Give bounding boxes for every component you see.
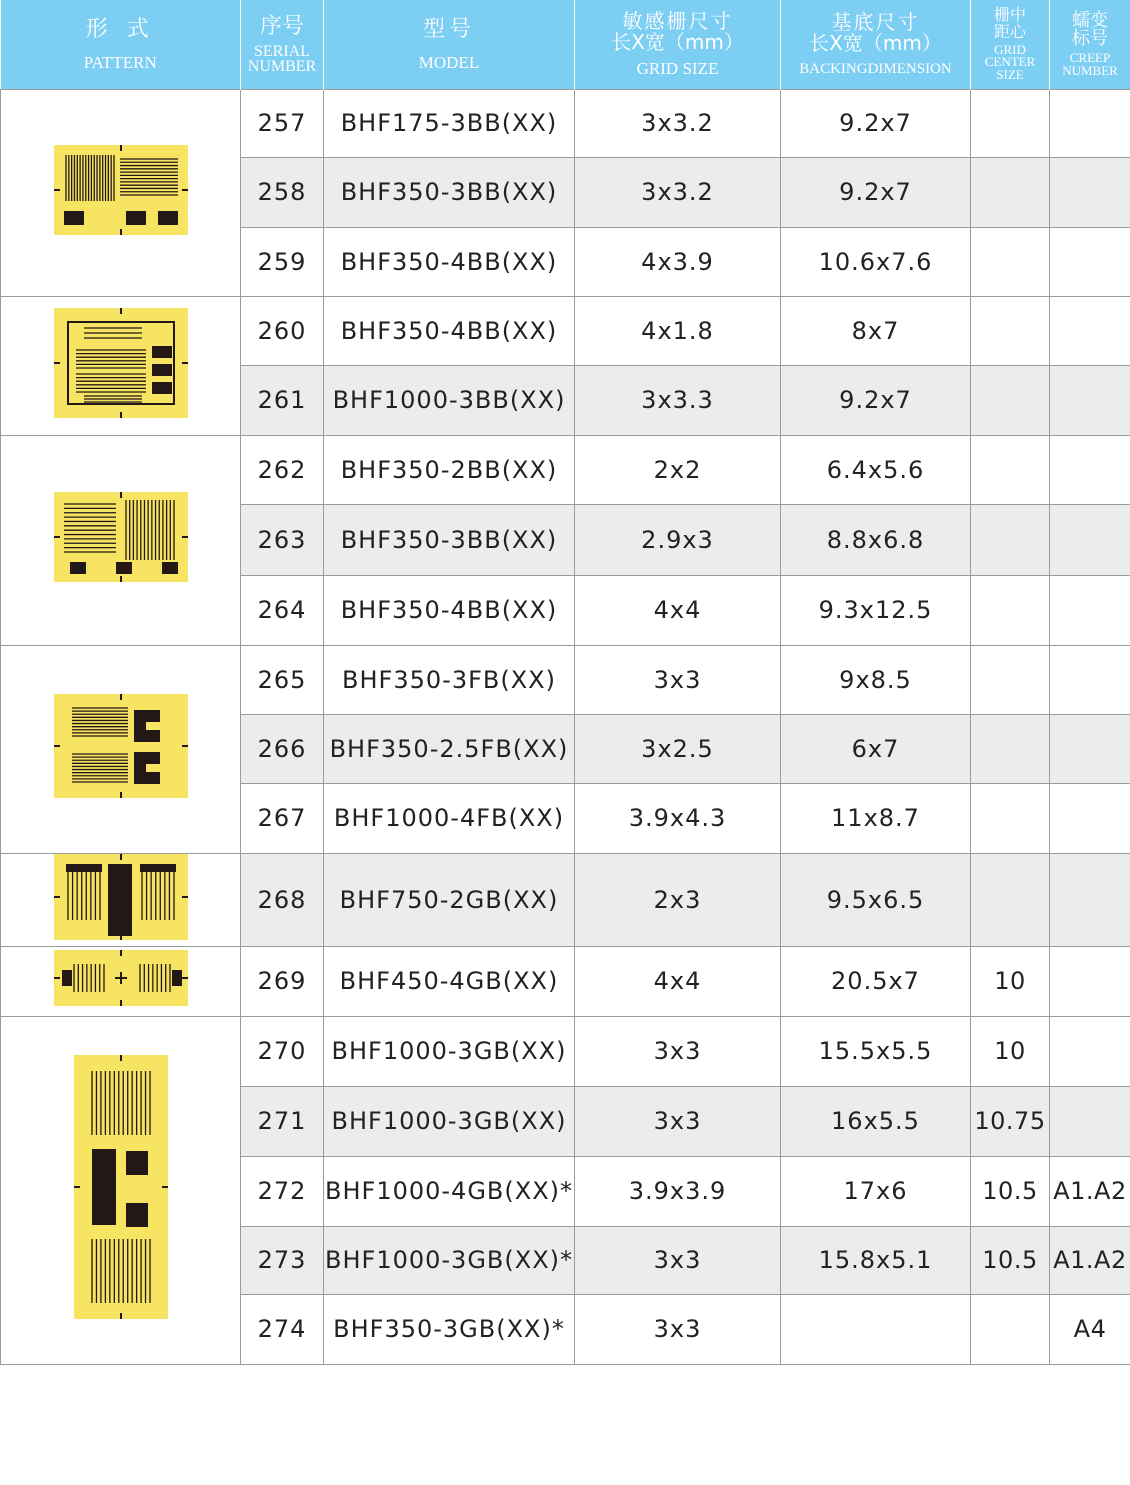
strain-gauge-e-icon [54, 918, 188, 946]
backing-cell: 15.5x5.5 [781, 1016, 971, 1086]
pattern-cell [1, 435, 241, 645]
center-cell: 10 [971, 946, 1050, 1016]
header-creep-cn2: 标号 [1072, 28, 1108, 50]
creep-cell [1050, 157, 1130, 227]
header-pattern-cn: 形 式 [85, 16, 155, 42]
center-cell [971, 853, 1050, 946]
model-cell: BHF350-3BB(XX) [324, 157, 575, 227]
serial-cell: 269 [241, 946, 324, 1016]
creep-cell [1050, 645, 1130, 714]
backing-cell: 9.2x7 [781, 365, 971, 435]
center-cell [971, 435, 1050, 504]
header-serial-en2: NUMBER [247, 57, 317, 75]
header-row [1, 0, 1130, 89]
model-cell: BHF1000-4FB(XX) [324, 783, 575, 853]
table-row [1, 89, 1130, 157]
pattern-cell [1, 645, 241, 853]
table-row [1, 853, 1130, 946]
center-cell [971, 575, 1050, 645]
creep-cell [1050, 504, 1130, 575]
serial-cell: 268 [241, 853, 324, 946]
creep-cell [1050, 946, 1130, 1016]
backing-cell: 15.8x5.1 [781, 1226, 971, 1294]
center-cell [971, 645, 1050, 714]
model-cell: BHF450-4GB(XX) [324, 946, 575, 1016]
header-backing [781, 0, 971, 89]
model-cell: BHF350-2.5FB(XX) [324, 714, 575, 783]
table-row [1, 645, 1130, 714]
serial-cell: 271 [241, 1086, 324, 1156]
backing-cell: 9.3x12.5 [781, 575, 971, 645]
grid-cell: 3x3.2 [575, 157, 781, 227]
center-cell: 10.5 [971, 1226, 1050, 1294]
serial-cell: 257 [241, 89, 324, 157]
header-model-cn: 型号 [422, 16, 475, 42]
model-cell: BHF350-3FB(XX) [324, 645, 575, 714]
model-cell: BHF350-3GB(XX)* [324, 1294, 575, 1364]
table-row [1, 1016, 1130, 1086]
header-center-cn1: 栅中 [993, 5, 1026, 25]
header-creep-cn1: 蠕变 [1072, 9, 1108, 31]
grid-cell: 4x4 [575, 575, 781, 645]
model-cell: BHF350-4BB(XX) [324, 227, 575, 296]
center-cell: 10.5 [971, 1156, 1050, 1226]
backing-cell: 9.2x7 [781, 157, 971, 227]
center-cell [971, 1294, 1050, 1364]
serial-cell: 265 [241, 645, 324, 714]
header-grid-en: GRID SIZE [636, 59, 719, 79]
header-pattern [1, 0, 241, 89]
center-cell [971, 157, 1050, 227]
grid-cell: 3x3 [575, 1086, 781, 1156]
grid-cell: 2x2 [575, 435, 781, 504]
backing-cell: 8.8x6.8 [781, 504, 971, 575]
backing-cell: 16x5.5 [781, 1086, 971, 1156]
model-cell: BHF350-4BB(XX) [324, 296, 575, 365]
serial-cell: 264 [241, 575, 324, 645]
creep-cell [1050, 89, 1130, 157]
backing-cell: 9.5x6.5 [781, 853, 971, 946]
creep-cell [1050, 1086, 1130, 1156]
model-cell: BHF350-4BB(XX) [324, 575, 575, 645]
serial-cell: 263 [241, 504, 324, 575]
header-serial-en1: SERIAL [254, 42, 310, 60]
pattern-cell [1, 89, 241, 296]
table-row [1, 296, 1130, 365]
strain-gauge-f-icon [54, 984, 188, 1012]
serial-cell: 266 [241, 714, 324, 783]
strain-gauge-a-icon [54, 213, 188, 241]
model-cell: BHF1000-3GB(XX)* [324, 1226, 575, 1294]
backing-cell: 9x8.5 [781, 645, 971, 714]
model-cell: BHF1000-4GB(XX)* [324, 1156, 575, 1226]
header-center-en2: CENTER [984, 54, 1036, 70]
backing-cell: 11x8.7 [781, 783, 971, 853]
pattern-cell [1, 1016, 241, 1364]
creep-cell [1050, 714, 1130, 783]
serial-cell: 270 [241, 1016, 324, 1086]
model-cell: BHF175-3BB(XX) [324, 89, 575, 157]
serial-cell: 272 [241, 1156, 324, 1226]
serial-cell: 260 [241, 296, 324, 365]
center-cell [971, 504, 1050, 575]
grid-cell: 3x3 [575, 645, 781, 714]
grid-cell: 3x3.3 [575, 365, 781, 435]
header-center-en3: SIZE [996, 66, 1024, 82]
table-row [1, 435, 1130, 504]
serial-cell: 259 [241, 227, 324, 296]
header-grid-cn2: 长X宽（mm） [611, 30, 744, 55]
center-cell [971, 783, 1050, 853]
creep-cell: A1.A2 [1050, 1226, 1130, 1294]
creep-cell [1050, 853, 1130, 946]
center-cell [971, 365, 1050, 435]
strain-gauge-b-icon [54, 396, 188, 424]
creep-cell [1050, 365, 1130, 435]
creep-cell [1050, 227, 1130, 296]
serial-cell: 262 [241, 435, 324, 504]
header-backing-cn2: 长X宽（mm） [809, 31, 942, 56]
strain-gauge-c-icon [54, 560, 188, 588]
serial-cell: 273 [241, 1226, 324, 1294]
creep-cell [1050, 435, 1130, 504]
table-row [1, 946, 1130, 1016]
serial-cell: 267 [241, 783, 324, 853]
grid-cell: 3x3 [575, 1016, 781, 1086]
header-creep-en1: CREEP [1069, 50, 1111, 66]
pattern-cell [1, 296, 241, 435]
grid-cell: 3.9x4.3 [575, 783, 781, 853]
model-cell: BHF1000-3GB(XX) [324, 1086, 575, 1156]
header-model [324, 0, 575, 89]
center-cell [971, 296, 1050, 365]
pattern-cell [1, 946, 241, 1016]
backing-cell: 20.5x7 [781, 946, 971, 1016]
header-serial [241, 0, 324, 89]
header-center [971, 0, 1050, 89]
model-cell: BHF750-2GB(XX) [324, 853, 575, 946]
header-backing-en: BACKINGDIMENSION [799, 61, 952, 78]
header-grid-cn1: 敏感栅尺寸 [622, 9, 733, 34]
backing-cell: 10.6x7.6 [781, 227, 971, 296]
header-center-cn2: 距心 [993, 22, 1026, 42]
creep-cell [1050, 783, 1130, 853]
model-cell: BHF1000-3GB(XX) [324, 1016, 575, 1086]
backing-cell: 17x6 [781, 1156, 971, 1226]
center-cell [971, 714, 1050, 783]
grid-cell: 3.9x3.9 [575, 1156, 781, 1226]
serial-cell: 274 [241, 1294, 324, 1364]
backing-cell: 9.2x7 [781, 89, 971, 157]
creep-cell: A1.A2 [1050, 1156, 1130, 1226]
center-cell: 10.75 [971, 1086, 1050, 1156]
model-cell: BHF1000-3BB(XX) [324, 365, 575, 435]
grid-cell: 4x4 [575, 946, 781, 1016]
grid-cell: 4x1.8 [575, 296, 781, 365]
model-cell: BHF350-3BB(XX) [324, 504, 575, 575]
grid-cell: 3x2.5 [575, 714, 781, 783]
creep-cell [1050, 575, 1130, 645]
header-creep-en2: NUMBER [1062, 62, 1118, 78]
creep-cell [1050, 1016, 1130, 1086]
center-cell [971, 89, 1050, 157]
grid-cell: 2.9x3 [575, 504, 781, 575]
strain-gauge-d-icon [54, 776, 188, 804]
header-center-en1: GRID [994, 42, 1026, 58]
serial-cell: 261 [241, 365, 324, 435]
center-cell: 10 [971, 1016, 1050, 1086]
grid-cell: 3x3.2 [575, 89, 781, 157]
header-serial-cn: 序号 [259, 13, 304, 39]
backing-cell: 6x7 [781, 714, 971, 783]
backing-cell: 6.4x5.6 [781, 435, 971, 504]
center-cell [971, 227, 1050, 296]
header-creep [1050, 0, 1130, 89]
backing-cell [781, 1294, 971, 1364]
header-pattern-en: PATTERN [83, 52, 157, 72]
strain-gauge-g-icon [74, 1297, 168, 1325]
pattern-cell [1, 853, 241, 946]
model-cell: BHF350-2BB(XX) [324, 435, 575, 504]
backing-cell: 8x7 [781, 296, 971, 365]
serial-cell: 258 [241, 157, 324, 227]
header-backing-cn1: 基底尺寸 [831, 10, 920, 35]
grid-cell: 3x3 [575, 1294, 781, 1364]
header-model-en: MODEL [418, 52, 480, 72]
grid-cell: 3x3 [575, 1226, 781, 1294]
grid-cell: 2x3 [575, 853, 781, 946]
creep-cell [1050, 296, 1130, 365]
creep-cell: A4 [1050, 1294, 1130, 1364]
header-grid-size [575, 0, 781, 89]
grid-cell: 4x3.9 [575, 227, 781, 296]
